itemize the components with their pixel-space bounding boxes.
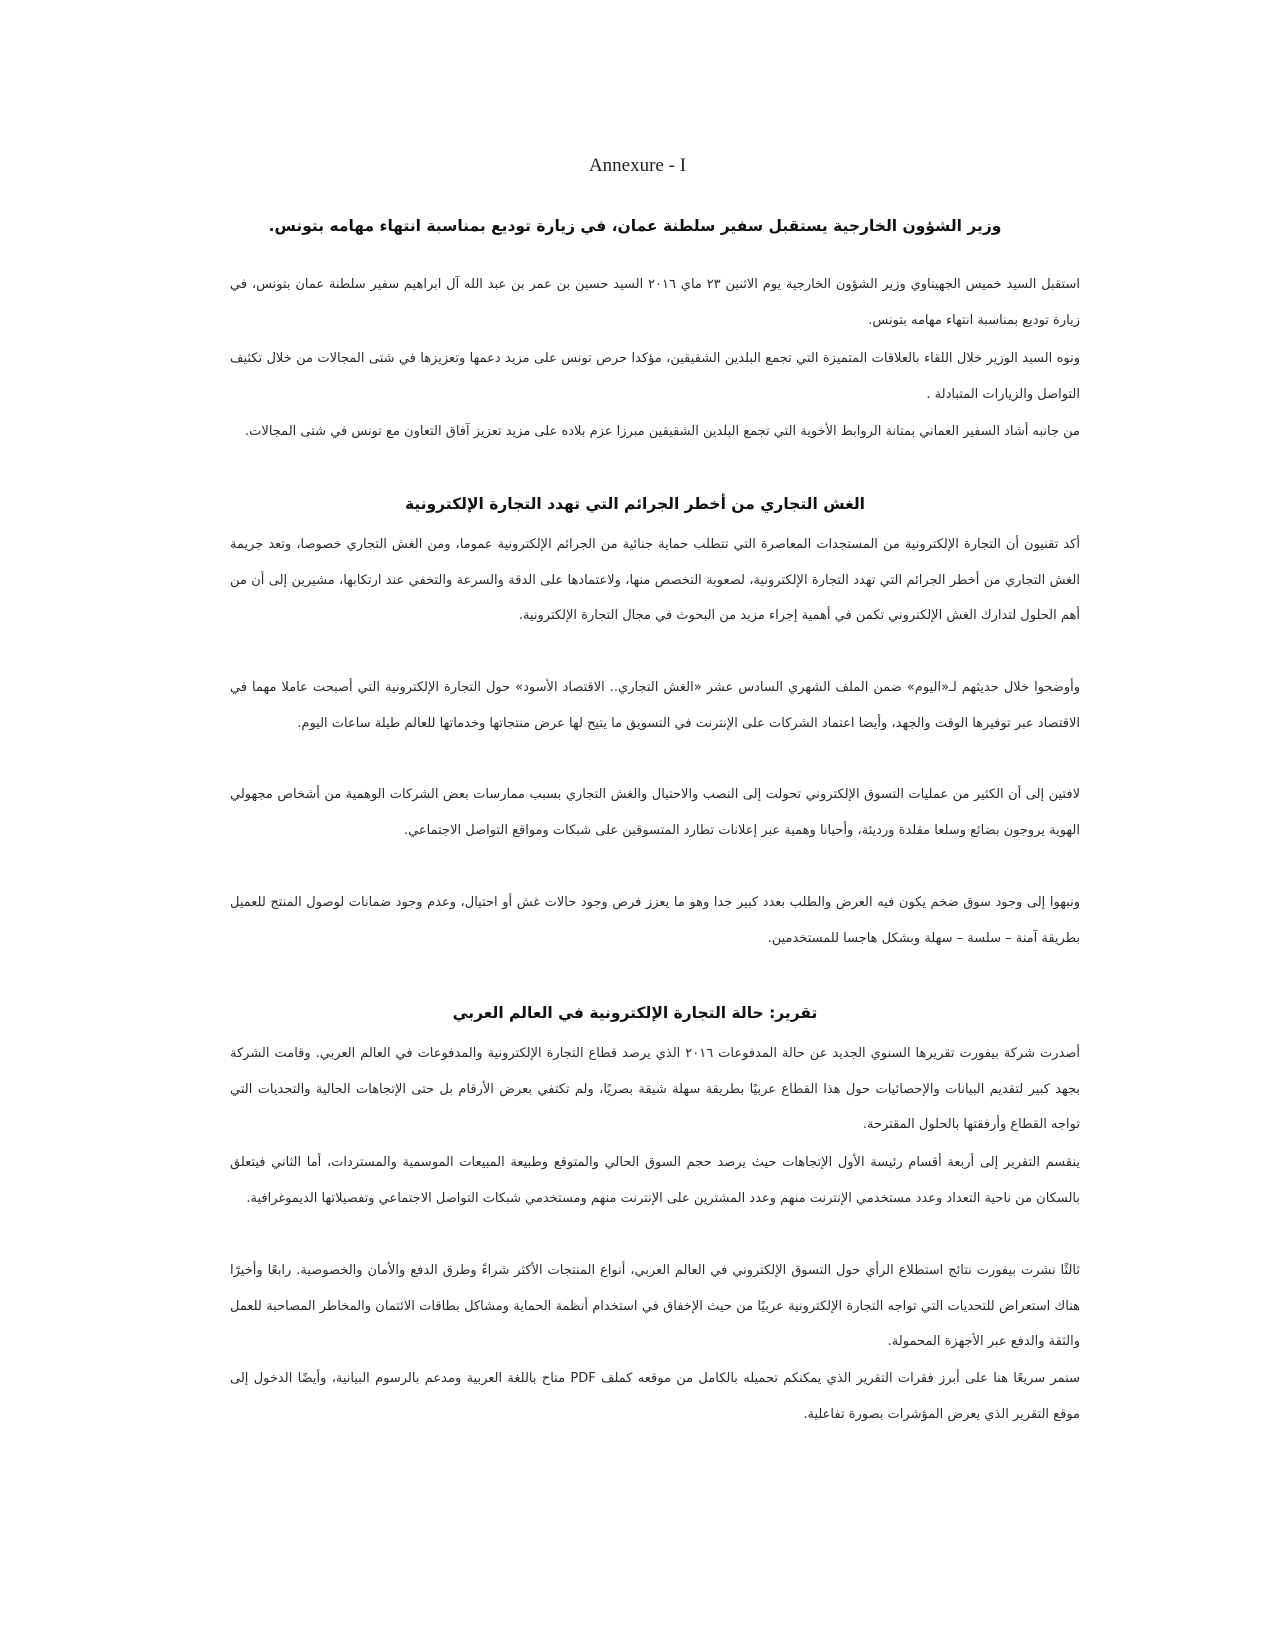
section-3-paragraph-4: سنمر سريعًا هنا على أبرز فقرات التقرير الذي يمكنكم تحميله بالكامل من موقعه كملف PDF متاح باللغة العربية ومدعم بالرسوم البيانية، وأيضًا الدخول إلى موقع التقرير الذي يعرض المؤشرات بصورة تفاعلية. xyxy=(230,1371,1081,1422)
section-1-heading: وزير الشؤون الخارجية يستقبل سفير سلطنة عمان، في زيارة توديع بمناسبة انتهاء مهامه بتونس. xyxy=(268,217,1002,235)
section-2-paragraph-2: وأوضحوا خلال حديثهم لـ«اليوم» ضمن الملف الشهري السادس عشر «الغش التجاري.. الاقتصاد الأسود» حول التجارة الإلكترونية التي أصبحت عاملا مهما في الاقتصاد عبر توفيرها الوقت والجهد، وأيضا اعتماد الشركات على الإنترنت في التسويق ما يتيح لها عرض منتجاتها وخدماتها للعالم طيلة ساعات اليوم. xyxy=(230,680,1080,731)
section-2-paragraph-4: ونبهوا إلى وجود سوق ضخم يكون فيه العرض والطلب بعدد كبير جدا وهو ما يعزز فرص وجود حالات غش أو احتيال، وعدم وجود ضمانات لوصول المنتج للعميل بطريقة آمنة – سلسة – سهلة وبشكل هاجسا للمستخدمين. xyxy=(230,895,1080,946)
section-3-paragraph-2: ينقسم التقرير إلى أربعة أقسام رئيسة الأول الإتجاهات حيث يرصد حجم السوق الحالي والمتوقع وطبيعة المبيعات الموسمية والمستردات، أما الثاني فيتعلق بالسكان من ناحية التعداد وعدد مستخدمي الإنترنت منهم وعدد المشترين على الإنترنت منهم ومستخدمي شبكات التواصل الاجتماعي وتفصيلاتها الديموغرافية. xyxy=(230,1155,1080,1206)
section-3-paragraph-1: أصدرت شركة بيفورت تقريرها السنوي الجديد عن حالة المدفوعات ٢٠١٦ الذي يرصد قطاع التجارة الإلكترونية والمدفوعات في العالم العربي. وقامت الشركة بجهد كبير لتقديم البيانات والإحصائيات حول هذا القطاع عربيًا بطريقة سهلة شيقة بصريًا، ولم تكتفي بعرض الأرقام بل حتى الإتجاهات الحالية والتحديات التي تواجه القطاع وأرفقتها بالحلول المقترحة. xyxy=(230,1046,1080,1132)
section-2-paragraph-3: لافتين إلى أن الكثير من عمليات التسوق الإلكتروني تحولت إلى النصب والاحتيال والغش التجاري بسبب ممارسات بعض الشركات الوهمية من أشخاص مجهولي الهوية يروجون بضائع وسلعا مقلدة ورديئة، وأحيانا وهمية عبر إعلانات تطارد المتسوقين على شبكات ومواقع التواصل الاجتماعي. xyxy=(230,787,1080,838)
annex-title: Annexure - I xyxy=(588,155,687,176)
section-2-heading: الغش التجاري من أخطر الجرائم التي تهدد التجارة الإلكترونية xyxy=(404,495,865,513)
section-3-heading: تقرير: حالة التجارة الإلكترونية في العالم العربي xyxy=(452,1004,818,1022)
section-3-paragraph-3: ثالثًا نشرت بيفورت نتائج استطلاع الرأي حول التسوق الإلكتروني في العالم العربي، أنواع المنتجات الأكثر شراءً وطرق الدفع والأمان والخصوصية. رابعًا وأخيرًا هناك استعراض للتحديات التي تواجه التجارة الإلكترونية عربيًا من حيث الإخفاق في استخدام أنظمة الحماية ومشاكل بطاقات الائتمان والمخاطر المصاحبة للعمل والثقة والدفع عبر الأجهزة المحمولة. xyxy=(230,1263,1080,1349)
section-2-paragraph-1: أكد تقنيون أن التجارة الإلكترونية من المستجدات المعاصرة التي تتطلب حماية جنائية من الجرائم الإلكترونية عموما، ومن الغش التجاري خصوصا، وتعد جريمة الغش التجاري من أخطر الجرائم التي تهدد التجارة الإلكترونية، لصعوبة التخصص منها، ولاعتمادها على الدقة والسرعة والتخفي عند ارتكابها، مشيرين إلى أن من أهم الحلول لتدارك الغش الإلكتروني تكمن في أهمية إجراء مزيد من البحوث في مجال التجارة الإلكترونية. xyxy=(230,537,1080,623)
section-1-paragraph-1: استقبل السيد خميس الجهيناوي وزير الشؤون الخارجية يوم الاثنين ٢٣ ماي ٢٠١٦ السيد حسين بن عمر بن عبد الله آل ابراهيم سفير سلطنة عمان بتونس، في زيارة توديع بمناسبة انتهاء مهامه بتونس. xyxy=(230,277,1080,328)
section-1-paragraph-3: من جانبه أشاد السفير العماني بمتانة الروابط الأخوية التي تجمع البلدين الشقيقين مبرزا عزم بلاده على مزيد تعزيز آفاق التعاون مع تونس في شتى المجالات. xyxy=(245,424,1080,439)
section-1-paragraph-2: ونوه السيد الوزير خلال اللقاء بالعلاقات المتميزة التي تجمع البلدين الشقيقين، مؤكدا حرص تونس على مزيد دعمها وتعزيزها في شتى المجالات من خلال تكثيف التواصل والزيارات المتبادلة . xyxy=(230,351,1080,402)
